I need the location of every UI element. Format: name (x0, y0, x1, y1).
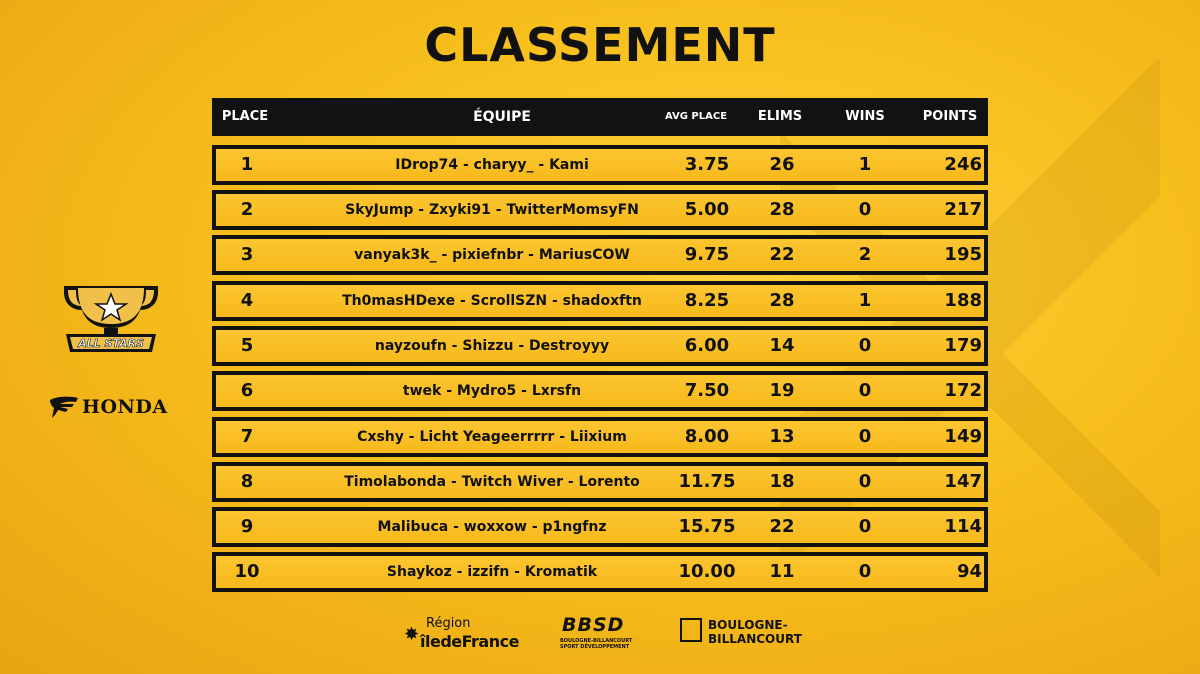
table-row (212, 145, 988, 185)
bbsd-logo (558, 612, 650, 656)
cell-place: 9 (240, 516, 254, 537)
cell-wins: 0 (858, 516, 872, 537)
row-cells (216, 556, 984, 588)
header-elims: ELIMS (757, 109, 803, 124)
allstars-text: ALL STARS (78, 337, 144, 350)
cell-wins: 0 (858, 471, 872, 492)
cell-elims: 19 (769, 380, 795, 401)
cell-team: twek - Mydro5 - Lxrsfn (402, 383, 582, 399)
cell-place: 7 (240, 426, 254, 447)
cell-elims: 22 (769, 244, 795, 265)
cell-place: 8 (240, 471, 254, 492)
cell-avg: 3.75 (684, 154, 730, 175)
row-cells (216, 511, 984, 543)
header-team: ÉQUIPE (473, 109, 531, 125)
row-cells (216, 421, 984, 453)
honda-wordmark: HONDA (82, 396, 168, 418)
cell-elims: 26 (769, 154, 795, 175)
cell-wins: 1 (858, 290, 872, 311)
table-row (212, 190, 988, 230)
row-cells (216, 330, 984, 362)
row-cells (216, 194, 984, 226)
cell-wins: 0 (858, 380, 872, 401)
cell-wins: 2 (858, 244, 872, 265)
cell-points: 172 (944, 380, 982, 401)
row-cells (216, 149, 984, 181)
page-title: CLASSEMENT (424, 18, 776, 72)
bbsd-line2: BOULOGNE-BILLANCOURT SPORT DÉVELOPPEMENT (560, 638, 633, 650)
star-icon: ✸ (404, 624, 420, 645)
cell-wins: 0 (858, 426, 872, 447)
bb-line2: BILLANCOURT (708, 632, 802, 646)
cell-wins: 0 (858, 199, 872, 220)
cell-team: SkyJump - Zxyki91 - TwitterMomsyFN (345, 202, 639, 218)
cell-points: 114 (944, 516, 982, 537)
cell-avg: 7.50 (684, 380, 730, 401)
cell-elims: 18 (769, 471, 795, 492)
cell-points: 188 (944, 290, 982, 311)
cell-avg: 8.00 (684, 426, 730, 447)
cell-points: 94 (956, 561, 982, 582)
table-row (212, 462, 988, 502)
cell-elims: 28 (769, 290, 795, 311)
cell-place: 1 (240, 154, 254, 175)
bbsd-line1: BBSD (562, 614, 625, 636)
cell-place: 6 (240, 380, 254, 401)
cell-team: Th0masHDexe - ScrollSZN - shadoxftn (342, 293, 642, 309)
cell-points: 149 (944, 426, 982, 447)
cell-place: 2 (240, 199, 254, 220)
cell-team: Cxshy - Licht Yeageerrrrr - Liixium (357, 429, 627, 445)
table-row (212, 371, 988, 411)
header-place: PLACE (221, 109, 269, 124)
row-cells (216, 285, 984, 317)
cell-place: 3 (240, 244, 254, 265)
table-header (212, 98, 988, 136)
idf-line1: Région (426, 616, 471, 631)
cell-elims: 11 (769, 561, 795, 582)
cell-team: Timolabonda - Twitch Wiver - Lorento (344, 474, 640, 490)
header-wins: WINS (845, 109, 885, 124)
cell-team: IDrop74 - charyy_ - Kami (395, 157, 589, 173)
city-seal-icon (680, 618, 702, 642)
cell-avg: 5.00 (684, 199, 730, 220)
cell-points: 195 (944, 244, 982, 265)
bb-line1: BOULOGNE- (708, 618, 788, 632)
cell-avg: 8.25 (684, 290, 730, 311)
row-cells (216, 375, 984, 407)
cell-place: 10 (234, 561, 260, 582)
cell-elims: 14 (769, 335, 795, 356)
table-row (212, 326, 988, 366)
cell-avg: 10.00 (678, 561, 736, 582)
cell-elims: 13 (769, 426, 795, 447)
cell-avg: 15.75 (678, 516, 736, 537)
cell-elims: 22 (769, 516, 795, 537)
honda-logo (48, 392, 178, 422)
row-cells (216, 466, 984, 498)
cell-avg: 11.75 (678, 471, 736, 492)
cell-place: 5 (240, 335, 254, 356)
table-row (212, 552, 988, 592)
honda-wing-icon (48, 394, 80, 420)
cell-points: 147 (944, 471, 982, 492)
idf-line2: îledeFrance (420, 632, 519, 651)
row-cells (216, 239, 984, 271)
cell-wins: 0 (858, 561, 872, 582)
cell-points: 179 (944, 335, 982, 356)
cell-team: Shaykoz - izzifn - Kromatik (386, 564, 598, 580)
boulogne-billancourt-logo (680, 612, 810, 656)
cell-avg: 6.00 (684, 335, 730, 356)
cell-team: vanyak3k_ - pixiefnbr - MariusCOW (354, 247, 630, 263)
cell-place: 4 (240, 290, 254, 311)
trophy-icon (56, 278, 166, 362)
header-points: POINTS (922, 109, 978, 124)
cell-points: 246 (944, 154, 982, 175)
cell-wins: 1 (858, 154, 872, 175)
table-row (212, 507, 988, 547)
cell-team: nayzoufn - Shizzu - Destroyyy (374, 338, 610, 354)
table-row (212, 281, 988, 321)
cell-avg: 9.75 (684, 244, 730, 265)
cell-points: 217 (944, 199, 982, 220)
cell-wins: 0 (858, 335, 872, 356)
region-idf-logo (404, 612, 534, 656)
table-row (212, 417, 988, 457)
cell-elims: 28 (769, 199, 795, 220)
header-avg-place: AVG PLACE (664, 111, 728, 122)
cell-team: Malibuca - woxxow - p1ngfnz (377, 519, 607, 535)
table-row (212, 235, 988, 275)
